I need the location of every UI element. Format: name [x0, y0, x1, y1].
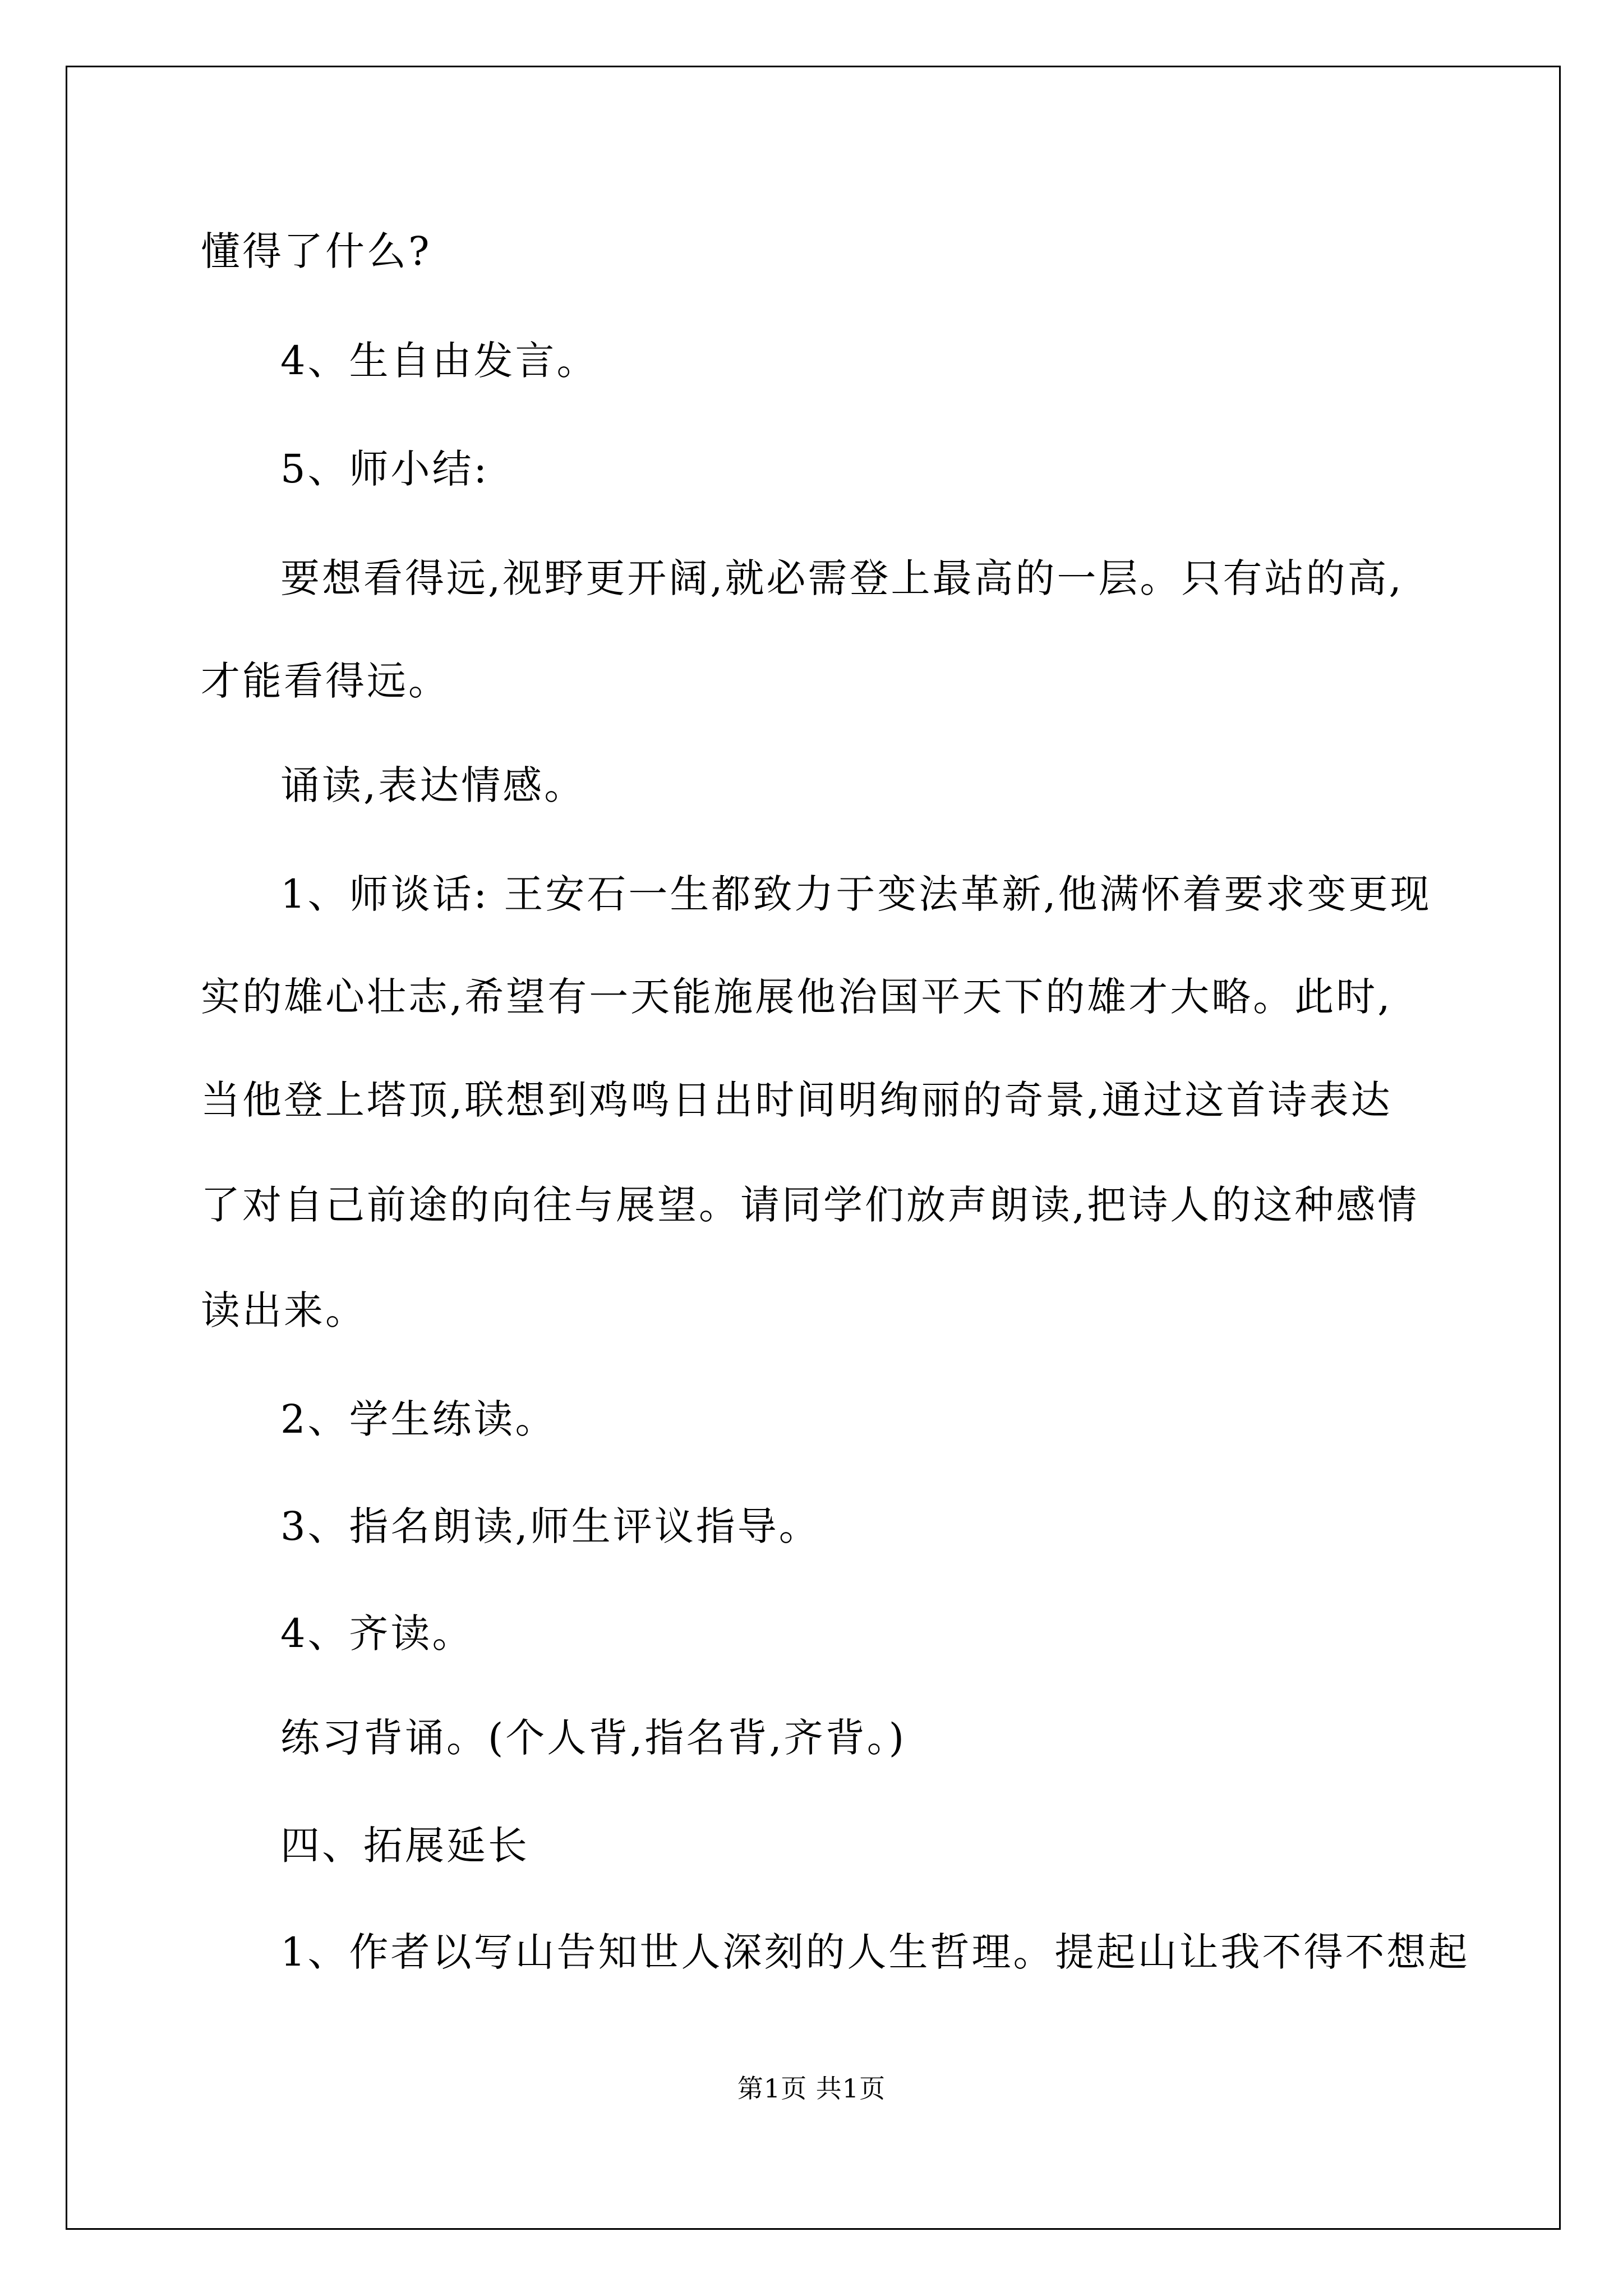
text-line: 诵读,表达情感。: [280, 762, 586, 808]
text-line: 2、学生练读。: [280, 1396, 557, 1442]
text-line: 3、指名朗读,师生评议指导。: [280, 1503, 820, 1549]
text-line: 四、拓展延长: [280, 1823, 529, 1869]
text-line: 练习背诵。(个人背,指名背,齐背。): [280, 1715, 907, 1761]
text-line: 要想看得远,视野更开阔,就必需登上最高的一层。只有站的高,: [280, 555, 1404, 601]
text-line: 4、生自由发言。: [280, 338, 598, 384]
text-line: 才能看得远。: [201, 658, 450, 704]
text-line: 当他登上塔顶,联想到鸡鸣日出时间明绚丽的奇景,通过这首诗表达: [201, 1077, 1393, 1123]
text-line: 4、齐读。: [280, 1611, 474, 1657]
text-line: 5、师小结:: [280, 446, 490, 492]
text-line: 1、师谈话: 王安石一生都致力于变法革新,他满怀着要求变更现: [280, 871, 1432, 917]
page-footer: 第1页 共1页: [737, 2073, 886, 2104]
text-line: 读出来。: [201, 1287, 367, 1333]
text-line: 了对自己前途的向往与展望。请同学们放声朗读,把诗人的这种感情: [201, 1182, 1419, 1228]
text-line: 懂得了什么?: [201, 228, 432, 274]
text-line: 1、作者以写山告知世人深刻的人生哲理。提起山让我不得不想起: [280, 1929, 1470, 1975]
text-line: 实的雄心壮志,希望有一天能施展他治国平天下的雄才大略。此时,: [201, 974, 1393, 1020]
page-border: [66, 66, 1561, 2230]
